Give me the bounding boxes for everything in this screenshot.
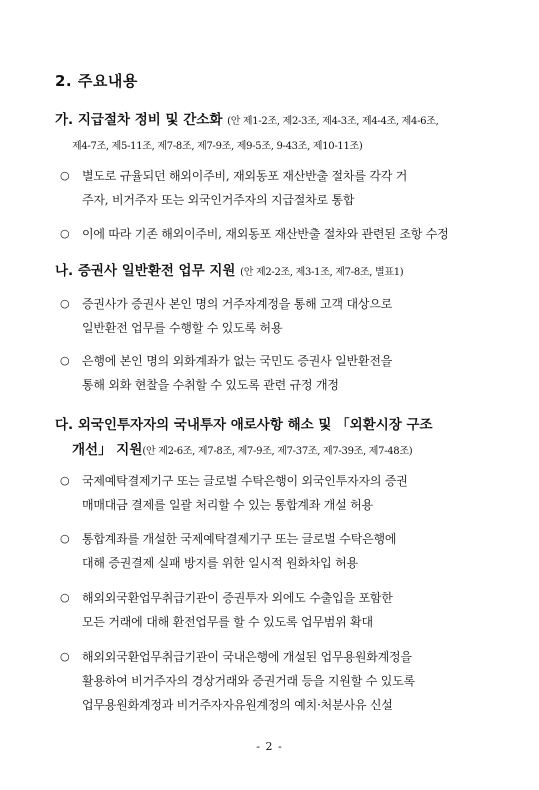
section-title-text-continued: 개선」 지원 — [72, 442, 143, 458]
list-item-line: 일반환전 업무를 수행할 수 있도록 허용 — [82, 321, 283, 335]
section-title-text: 나. 증권사 일반환전 업무 지원 — [55, 263, 236, 279]
list-item — [60, 349, 485, 397]
list-item-line: 증권사가 증권사 본인 명의 거주자계정을 통해 고객 대상으로 — [82, 297, 393, 311]
list-item-line: 국제예탁결제기구 또는 글로벌 수탁은행이 외국인투자자의 증권 — [82, 474, 408, 488]
list-item-line: 활용하여 비거주자의 경상거래와 증권거래 등을 지원할 수 있도록 — [82, 674, 415, 688]
list-item — [60, 586, 485, 634]
bullet-circle-icon: ○ — [60, 474, 70, 487]
bullet-circle-icon: ○ — [60, 227, 70, 240]
section-title-text: 다. 외국인투자자의 국내투자 애로사항 해소 및 「외환시장 구조 — [55, 417, 433, 433]
list-item-line: 이에 따라 기존 해외이주비, 재외동포 재산반출 절차와 관련된 조항 수정 — [82, 227, 449, 241]
list-item — [60, 527, 485, 575]
bullet-circle-icon: ○ — [60, 532, 70, 545]
section-title-na — [55, 259, 403, 285]
list-item — [60, 469, 485, 517]
section-title-da — [55, 413, 433, 464]
section-ref: (안 제2-6조, 제7-8조, 제7-9조, 제7-37조, 제7-39조, 제7-48조) — [142, 446, 413, 457]
list-item-line: 주자, 비거주자 또는 외국인거주자의 지급절차로 통합 — [82, 193, 355, 207]
list-item — [60, 222, 485, 246]
page-heading: 2. 주요내용 — [55, 72, 138, 90]
list-item — [60, 292, 485, 340]
list-item — [60, 164, 485, 212]
section-ref: (안 제1-2조, 제2-3조, 제4-3조, 제4-4조, 제4-6조, — [227, 116, 439, 127]
section-title-ga — [55, 108, 438, 134]
list-item-line: 통합계좌를 개설한 국제예탁결제기구 또는 글로벌 수탁은행에 — [82, 532, 397, 546]
section-ref: (안 제2-2조, 제3-1조, 제7-8조, 별표1) — [240, 267, 404, 278]
bullet-circle-icon: ○ — [60, 650, 70, 663]
list-item-line: 별도로 규율되던 해외이주비, 재외동포 재산반출 절차를 각각 거 — [82, 169, 408, 183]
bullet-circle-icon: ○ — [60, 354, 70, 367]
bullet-circle-icon: ○ — [60, 169, 70, 182]
section-title-text: 가. 지급절차 정비 및 간소화 — [55, 112, 223, 128]
page-number: - 2 - — [256, 740, 283, 753]
list-item-line: 해외외국환업무취급기관이 국내은행에 개설된 업무용원화계정을 — [82, 650, 412, 664]
list-item — [60, 645, 485, 717]
list-item-line: 업무용원화계정과 비거주자자유원계정의 예치·처분사유 신설 — [82, 698, 393, 712]
list-item-line: 은행에 본인 명의 외화계좌가 없는 국민도 증권사 일반환전을 — [82, 354, 393, 368]
bullet-circle-icon: ○ — [60, 591, 70, 604]
list-item-line: 모든 거래에 대해 환전업무를 할 수 있도록 업무범위 확대 — [82, 615, 373, 629]
bullet-circle-icon: ○ — [60, 297, 70, 310]
list-item-line: 통해 외화 현찰을 수취할 수 있도록 관련 규정 개정 — [82, 378, 339, 392]
list-item-line: 매매대금 결제를 일괄 처리할 수 있는 통합계좌 개설 허용 — [82, 498, 373, 512]
list-item-line: 해외외국환업무취급기관이 증권투자 외에도 수출입을 포함한 — [82, 591, 393, 605]
section-ref-continued: 제4-7조, 제5-11조, 제7-8조, 제7-9조, 제9-5조, 9-43조, 제10-11조) — [72, 141, 363, 152]
list-item-line: 대해 증권결제 실패 방지를 위한 일시적 원화차입 허용 — [82, 556, 358, 570]
